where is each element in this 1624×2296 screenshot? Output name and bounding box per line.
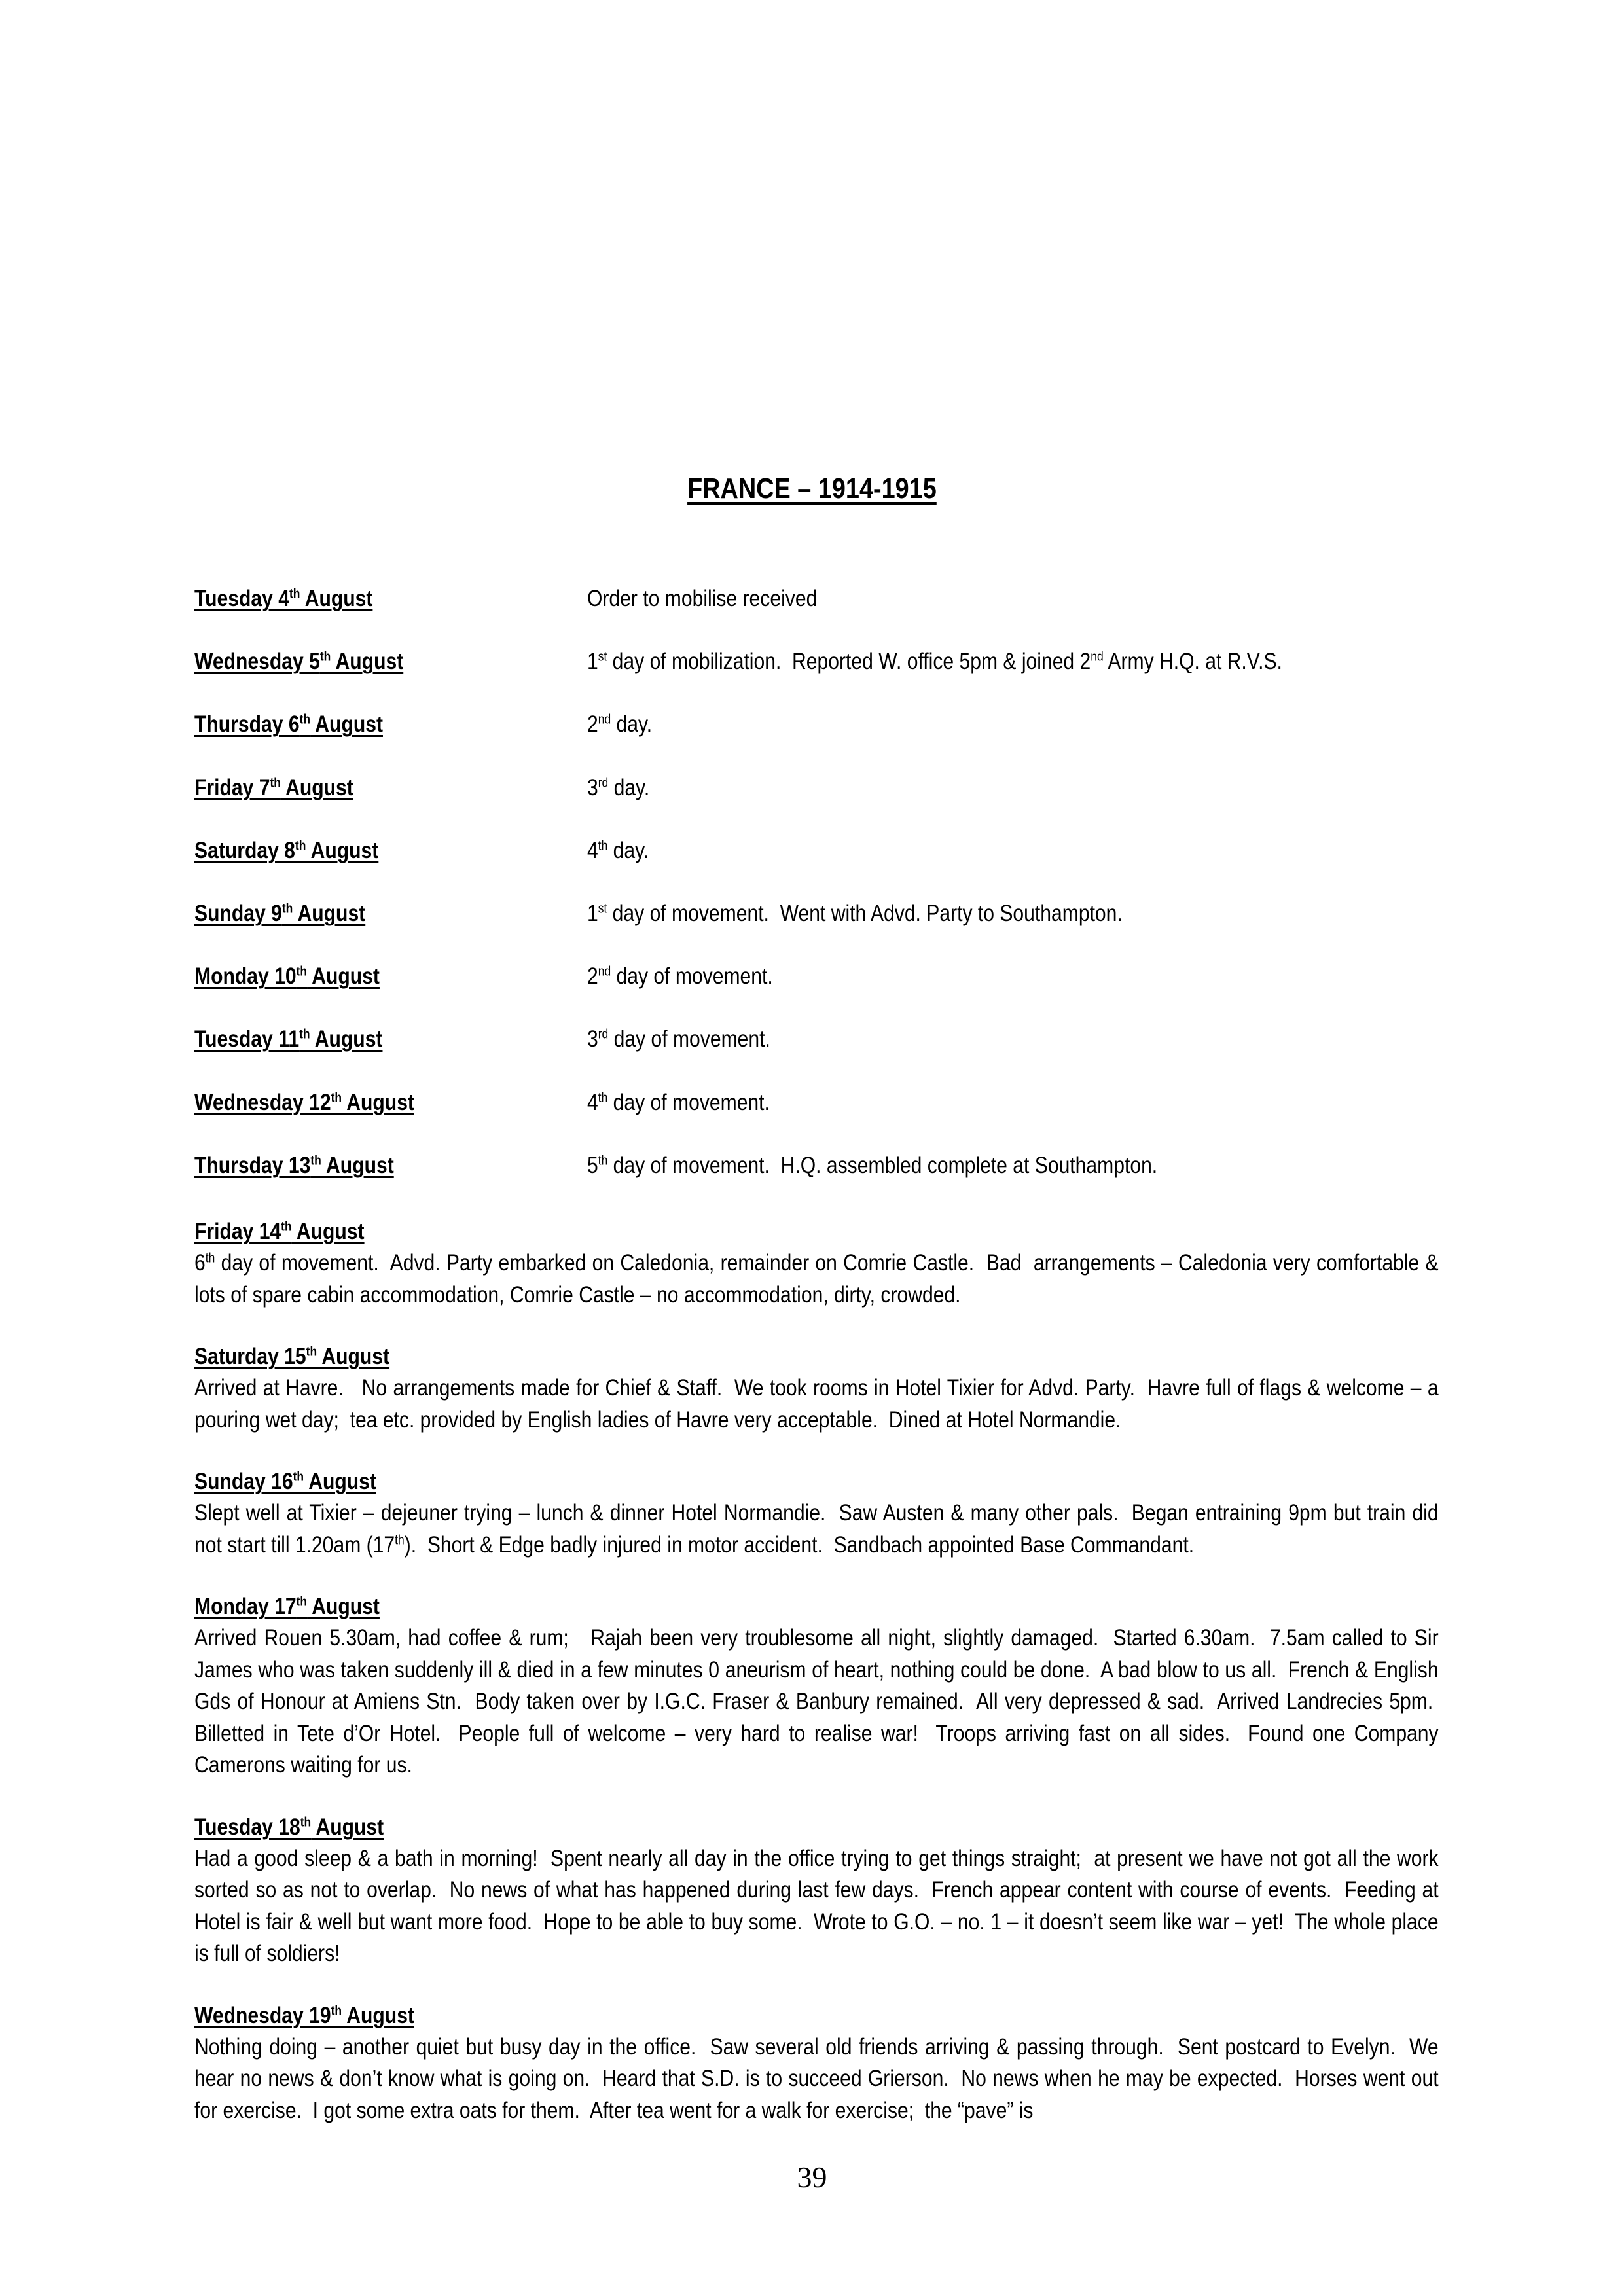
diary-entry bbox=[194, 1591, 1438, 1782]
entry-date: Friday 14th August bbox=[194, 1219, 365, 1244]
diary-entry bbox=[194, 1466, 1438, 1561]
entry-text: 6th day of movement. Advd. Party embarked on Caledonia, remainder on Comrie Castle. Bad arrangements – Caledonia very comfortable & lots of spare cabin accommodation, Comrie Castle – no accommodation, dirty, crowded. bbox=[194, 1250, 1439, 1308]
entry-text: 1st day of movement. Went with Advd. Party to Southampton. bbox=[587, 900, 1123, 926]
entry-text: 4th day. bbox=[587, 837, 649, 863]
entry-date: Saturday 15th August bbox=[194, 1344, 390, 1369]
diary-entry bbox=[194, 1153, 1438, 1215]
entry-text: 3rd day of movement. bbox=[587, 1026, 770, 1052]
diary-entry bbox=[194, 1341, 1438, 1436]
entry-date: Wednesday 19th August bbox=[194, 2002, 414, 2028]
diary-entry bbox=[194, 963, 1438, 1026]
diary-entry bbox=[194, 649, 1438, 711]
short-entries-list bbox=[194, 586, 1438, 1215]
entry-date: Monday 10th August bbox=[194, 963, 380, 990]
entry-text: Had a good sleep & a bath in morning! Spent nearly all day in the office trying to get things straight; at present we have not got all the work sorted so as not to overlap. No news of what has happened during last few days. French appear content with course of events. Feeding at Hotel is fair & well but want more food. Hope to be able to buy some. Wrote to G.O. – no. 1 – it doesn’t seem like war – yet! The whole place is full of soldiers! bbox=[194, 1845, 1439, 1966]
entry-date: Saturday 8th August bbox=[194, 837, 379, 863]
diary-entry bbox=[194, 1812, 1438, 1970]
diary-entry bbox=[194, 901, 1438, 963]
entry-date: Tuesday 11th August bbox=[194, 1026, 383, 1052]
entry-text: Arrived at Havre. No arrangements made for Chief & Staff. We took rooms in Hotel Tixier for Advd. Party. Havre full of flags & welcome – a pouring wet day; tea etc. provided by English ladies of Havre very acceptable. Dined at Hotel Normandie. bbox=[194, 1375, 1439, 1433]
entry-date: Friday 7th August bbox=[194, 774, 353, 800]
entry-date: Wednesday 5th August bbox=[194, 649, 404, 675]
entry-date: Thursday 6th August bbox=[194, 711, 383, 738]
entry-text: 1st day of mobilization. Reported W. office 5pm & joined 2nd Army H.Q. at R.V.S. bbox=[587, 649, 1282, 675]
entry-date: Monday 17th August bbox=[194, 1594, 380, 1619]
entry-text: Slept well at Tixier – dejeuner trying – lunch & dinner Hotel Normandie. Saw Austen & many other pals. Began entraining 9pm but train did not start till 1.20am (17th). Short & Edge badly injured in motor accident. Sandbach appointed Base Commandant. bbox=[194, 1500, 1439, 1558]
diary-entry bbox=[194, 838, 1438, 901]
entry-date: Thursday 13th August bbox=[194, 1152, 394, 1178]
entry-text: 4th day of movement. bbox=[587, 1089, 770, 1115]
entry-text: Nothing doing – another quiet but busy day in the office. Saw several old friends arriving & passing through. Sent postcard to Evelyn. We hear no news & don’t know what is going on. Heard that S.D. is to succeed Grierson. No news when he may be expected. Horses went out for exercise. I got some extra oats for them. After tea went for a walk for exercise; the “pave” is bbox=[194, 2034, 1439, 2123]
entry-date: Tuesday 4th August bbox=[194, 586, 373, 611]
entry-text: Order to mobilise received bbox=[587, 586, 818, 611]
entry-text: 3rd day. bbox=[587, 774, 650, 800]
entry-date: Sunday 16th August bbox=[194, 1469, 376, 1494]
diary-entry bbox=[194, 1216, 1438, 1311]
entry-date: Wednesday 12th August bbox=[194, 1089, 414, 1115]
diary-entry bbox=[194, 586, 1438, 649]
page-number: 39 bbox=[797, 2161, 827, 2194]
entry-text: 2nd day. bbox=[587, 711, 653, 738]
page-title: FRANCE – 1914-1915 bbox=[687, 473, 937, 505]
diary-entry bbox=[194, 711, 1438, 774]
entry-text: 5th day of movement. H.Q. assembled complete at Southampton. bbox=[587, 1152, 1158, 1178]
long-entries-list bbox=[194, 1216, 1438, 2157]
entry-text: 2nd day of movement. bbox=[587, 963, 773, 990]
diary-entry bbox=[194, 775, 1438, 838]
diary-entry bbox=[194, 1026, 1438, 1089]
diary-entry bbox=[194, 1090, 1438, 1153]
diary-entry bbox=[194, 2000, 1438, 2127]
entry-date: Tuesday 18th August bbox=[194, 1814, 384, 1840]
entry-text: Arrived Rouen 5.30am, had coffee & rum; Rajah been very troublesome all night, slightly damaged. Started 6.30am. 7.5am called to Sir James who was taken suddenly ill & died in a few minutes 0 aneurism of heart, nothing could be done. A bad blow to us all. French & English Gds of Honour at Amiens Stn. Body taken over by I.G.C. Fraser & Banbury remained. All very depressed & sad. Arrived Landrecies 5pm. Billetted in Tete d’Or Hotel. People full of welcome – very hard to realise war! Troops arriving fast on all sides. Found one Company Camerons waiting for us. bbox=[194, 1625, 1439, 1778]
entry-date: Sunday 9th August bbox=[194, 900, 366, 926]
